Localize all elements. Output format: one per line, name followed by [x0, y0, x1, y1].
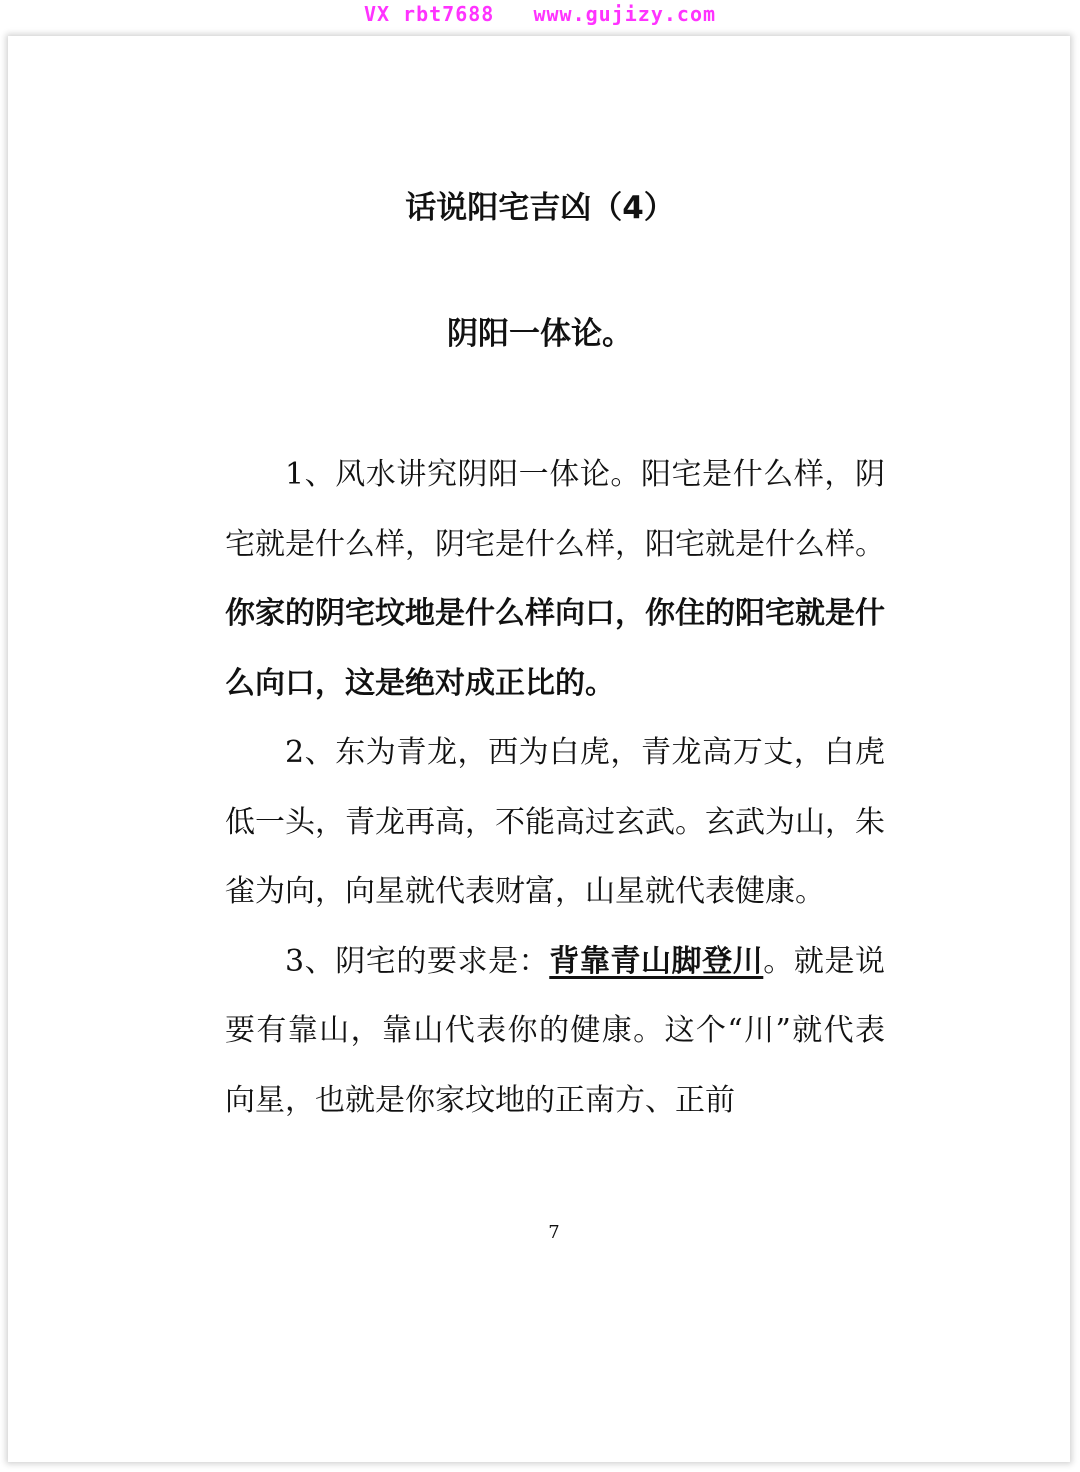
section-subtitle: 阴阳一体论。 [447, 316, 633, 352]
paragraph-3 [225, 927, 885, 1136]
paragraph-2-text: 2、东为青龙，西为白虎，青龙高万丈，白虎低一头，青龙再高，不能高过玄武。玄武为山，朱雀为向，向星就代表财富，山星就代表健康。 [225, 735, 885, 909]
page-title: 话说阳宅吉凶（4） [405, 190, 675, 226]
paragraph-3-text-lead: 3、阴宅的要求是： [285, 943, 550, 979]
body-text [225, 440, 885, 1135]
watermark-text: VX rbt7688 www.gujizy.com [363, 2, 717, 26]
paragraph-1-text: 1、风水讲究阴阳一体论。阳宅是什么样，阴宅就是什么样，阴宅是什么样，阳宅就是什么样。 [225, 457, 885, 562]
paragraph-1-bold-text: 你家的阴宅坟地是什么样向口，你住的阳宅就是什么向口，这是绝对成正比的。 [225, 596, 885, 701]
page-number: 7 [548, 1222, 560, 1243]
paragraph-1 [225, 440, 885, 718]
paragraph-2 [225, 718, 885, 927]
paragraph-3-underlined-phrase: 背靠青山脚登川 [549, 943, 764, 979]
paragraph-3-text-rest: 。就是说要有靠山，靠山代表你的健康。这个“川”就代表向星，也就是你家坟地的正南方、正前 [225, 943, 886, 1118]
